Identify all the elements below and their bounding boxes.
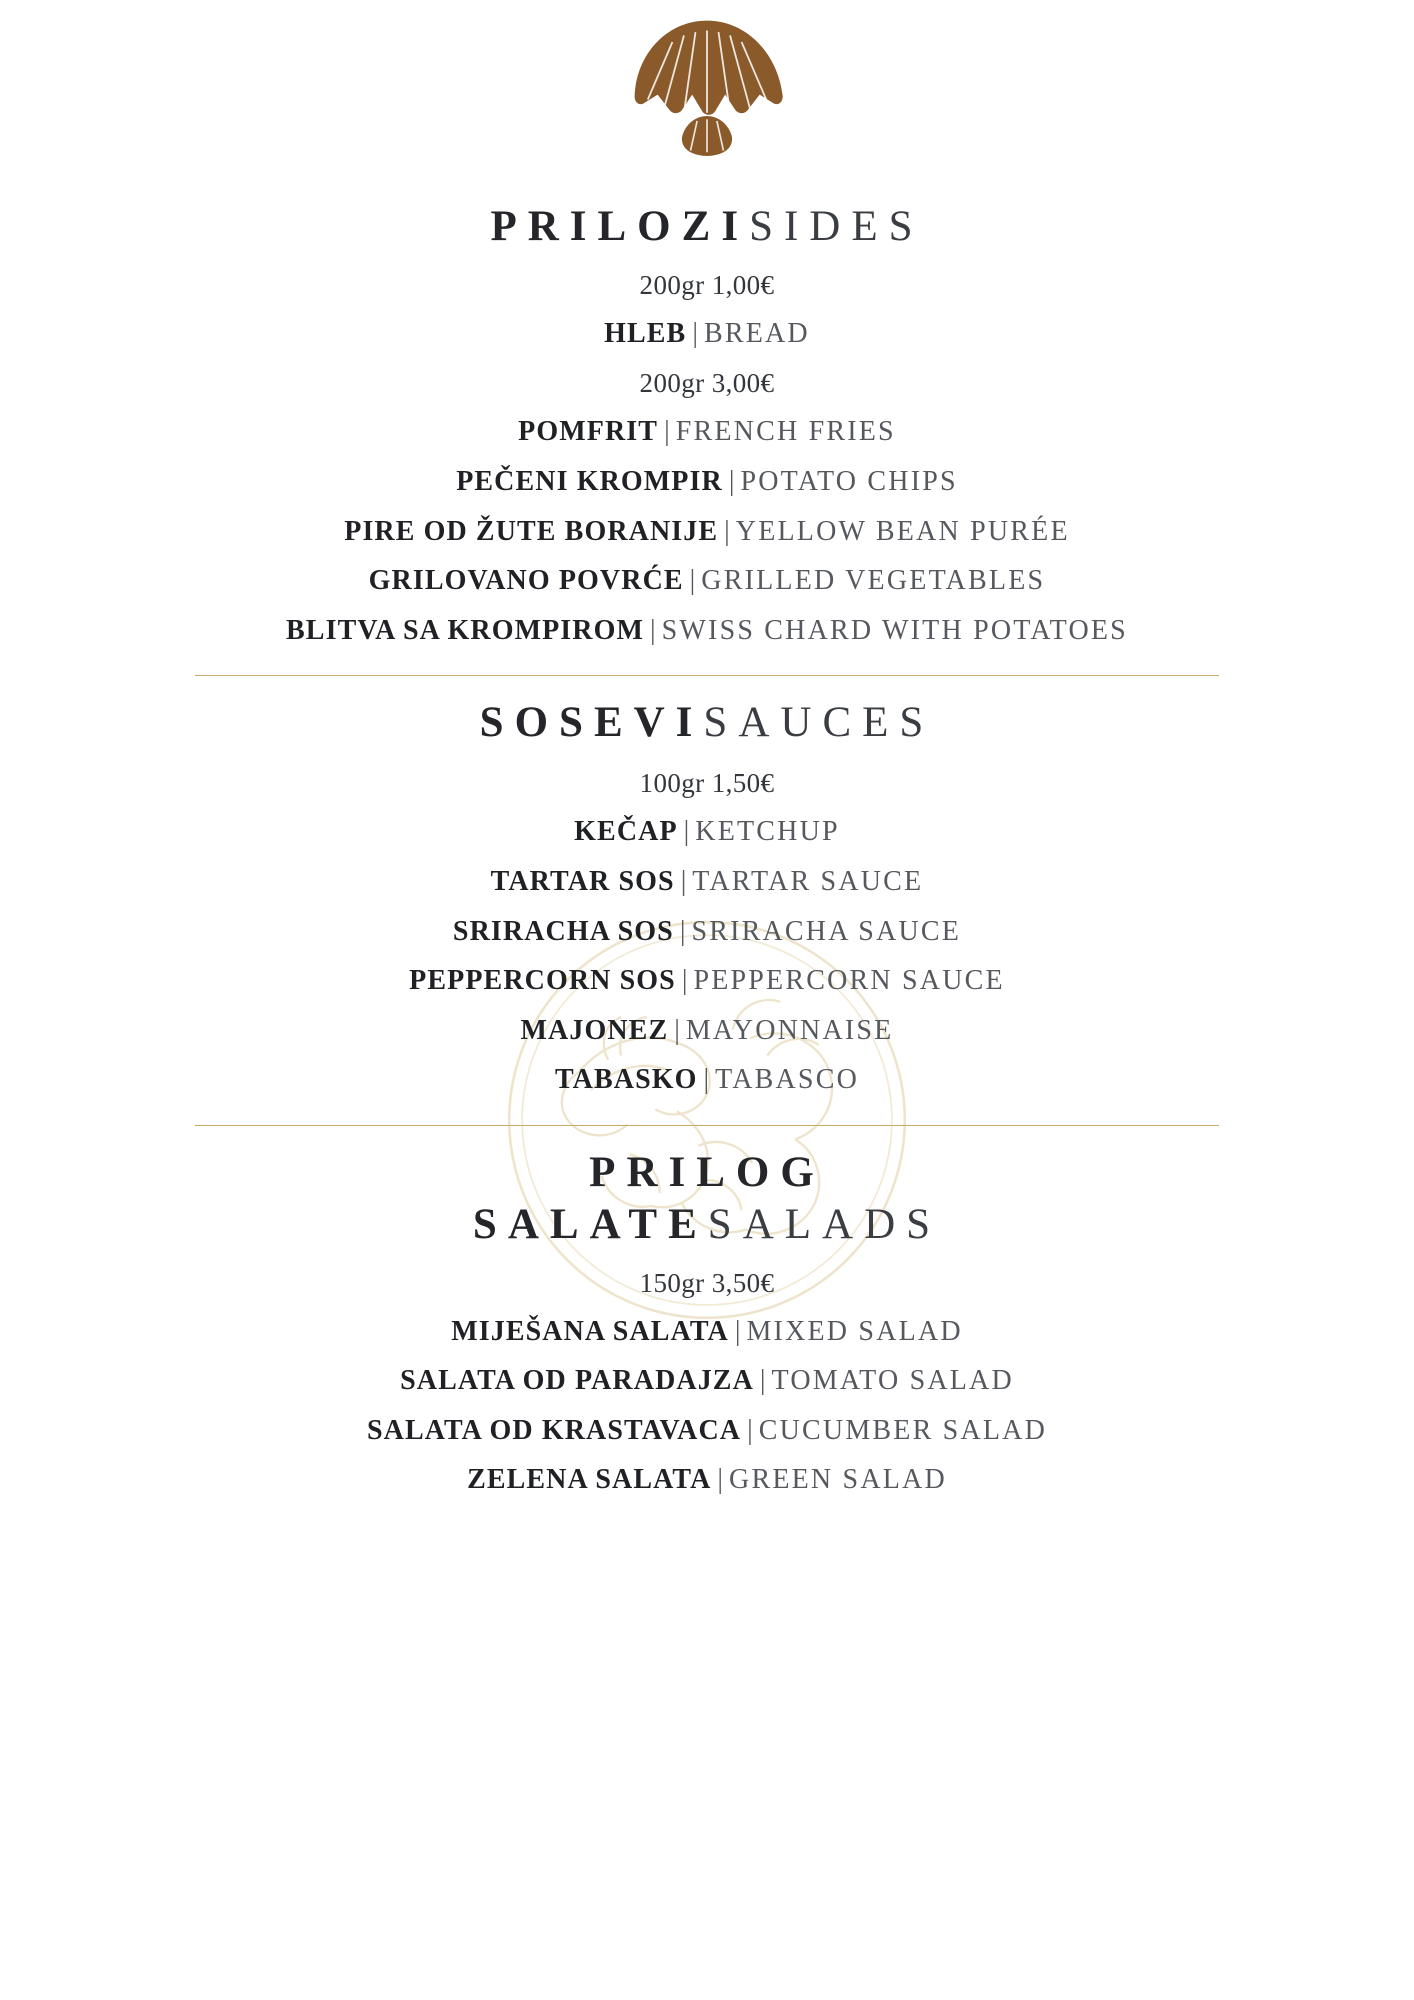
item-local: ZELENA SALATA [467,1464,712,1496]
item-separator: | [650,614,656,646]
item-local: TABASKO [554,1064,698,1096]
section-heading-sauces [180,698,1234,748]
menu-item [180,865,1234,899]
item-separator: | [689,565,696,597]
menu-item [180,1014,1234,1048]
item-english: CUCUMBER SALAD [758,1414,1048,1446]
item-english: POTATO CHIPS [740,466,958,498]
price-label: 200gr 1,00€ [639,269,775,300]
section-heading-salads [180,1148,1234,1250]
item-local: PIRE OD ŽUTE BORANIJE [344,515,719,547]
item-english: TOMATO SALAD [771,1365,1014,1397]
menu-content [180,0,1234,1497]
heading-local: SALATE [472,1200,708,1248]
menu-item [180,1414,1234,1448]
section-sides [180,202,1234,647]
item-separator: | [692,317,698,349]
item-separator: | [680,865,687,897]
item-separator: | [679,915,686,947]
heading-english: SALADS [707,1200,942,1248]
heading-english: SIDES [749,203,924,250]
section-heading-sides [180,202,1234,252]
menu-item [180,815,1234,849]
item-english: FRENCH FRIES [675,416,896,448]
item-english: MAYONNAISE [685,1014,894,1046]
item-separator: | [681,965,688,997]
item-local: BLITVA SA KROMPIROM [286,614,645,646]
menu-item [180,564,1234,598]
scallop-shell-icon [623,14,791,172]
menu-item [180,1463,1234,1497]
item-local: GRILOVANO POVRĆE [368,565,684,597]
price-label: 100gr 1,50€ [639,768,775,799]
item-separator: | [703,1064,710,1096]
heading-local: SOSEVI [479,699,704,747]
item-separator: | [674,1014,680,1046]
menu-item [180,415,1234,449]
item-english: MIXED SALAD [746,1315,963,1347]
item-english: SRIRACHA SAUCE [691,915,962,947]
item-local: MAJONEZ [520,1014,669,1046]
menu-item [180,1315,1234,1349]
heading-prefix: PRILOG [589,1148,825,1196]
item-english: TARTAR SAUCE [692,865,924,897]
section-salads [180,1148,1234,1497]
section-divider [195,1125,1219,1126]
item-local: SRIRACHA SOS [452,915,674,947]
item-separator: | [734,1315,741,1347]
heading-english: SAUCES [703,699,935,747]
logo-wrap [180,0,1234,172]
item-local: PEČENI KROMPIR [456,466,723,498]
item-separator: | [759,1365,766,1397]
section-sauces [180,698,1234,1096]
menu-item [180,1063,1234,1097]
menu-item [180,465,1234,499]
item-separator: | [683,816,690,848]
menu-item [180,915,1234,949]
item-local: MIJEŠANA SALATA [451,1315,729,1347]
item-separator: | [724,515,730,547]
item-english: YELLOW BEAN PURÉE [735,515,1070,547]
item-english: SWISS CHARD WITH POTATOES [661,614,1128,646]
item-separator: | [717,1464,724,1496]
item-local: KEČAP [574,816,678,848]
menu-item [180,1364,1234,1398]
item-local: POMFRIT [518,416,659,448]
heading-local: PRILOZI [490,203,750,250]
item-local: SALATA OD KRASTAVACA [366,1414,742,1446]
item-local: HLEB [604,317,687,349]
item-separator: | [728,466,735,498]
menu-item [180,317,1234,351]
price-label: 150gr 3,50€ [639,1267,775,1298]
price-label: 200gr 3,00€ [639,368,775,399]
item-separator: | [664,416,670,448]
menu-item [180,515,1234,549]
menu-item [180,964,1234,998]
item-english: TABASCO [715,1064,859,1096]
item-separator: | [747,1414,753,1446]
item-local: PEPPERCORN SOS [409,965,676,997]
item-english: PEPPERCORN SAUCE [693,965,1005,997]
item-local: TARTAR SOS [490,865,675,897]
heading-line-prilog [180,1148,1234,1198]
heading-line-salate [180,1200,1234,1250]
item-english: GRILLED VEGETABLES [701,565,1046,597]
item-english: GREEN SALAD [729,1464,947,1496]
item-english: KETCHUP [695,816,840,848]
menu-item [180,614,1234,648]
item-english: BREAD [703,317,810,349]
item-local: SALATA OD PARADAJZA [400,1365,754,1397]
section-divider [195,675,1219,676]
